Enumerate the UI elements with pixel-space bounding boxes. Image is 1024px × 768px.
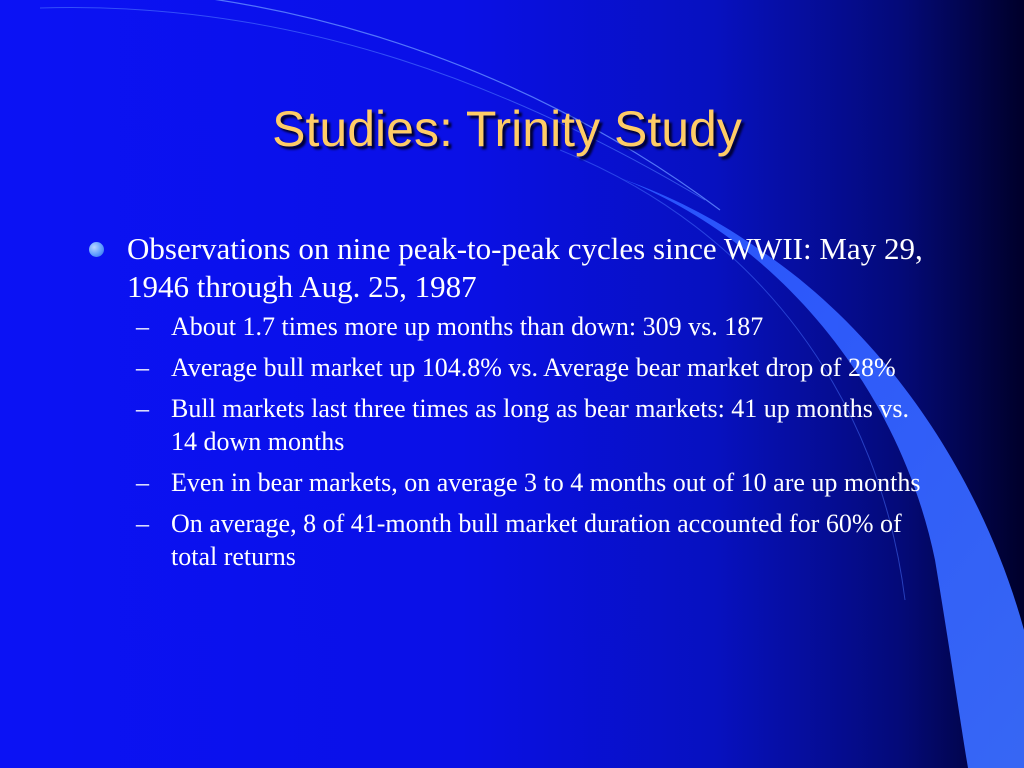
- subbullet-item: [86, 392, 926, 458]
- dash-icon: –: [136, 468, 149, 497]
- subbullet-item: [86, 466, 926, 499]
- subbullet-text: On average, 8 of 41-month bull market duration accounted for 60% of total returns: [171, 509, 902, 571]
- slide-content: [86, 230, 926, 581]
- main-bullet-text: Observations on nine peak-to-peak cycles since WWII: May 29, 1946 through Aug. 25, 1987: [127, 231, 923, 304]
- bullet-dot-icon: [89, 242, 104, 257]
- subbullet-item: [86, 507, 926, 573]
- subbullet-text: Even in bear markets, on average 3 to 4 months out of 10 are up months: [171, 468, 921, 497]
- dash-icon: –: [136, 509, 149, 538]
- subbullet-item: [86, 310, 926, 343]
- subbullet-item: [86, 351, 926, 384]
- dash-icon: –: [136, 394, 149, 423]
- main-bullet: [86, 230, 926, 306]
- subbullet-list: [86, 310, 926, 573]
- subbullet-text: About 1.7 times more up months than down: 309 vs. 187: [171, 312, 764, 341]
- dash-icon: –: [136, 312, 149, 341]
- dash-icon: –: [136, 353, 149, 382]
- subbullet-text: Bull markets last three times as long as bear markets: 41 up months vs. 14 down months: [171, 394, 909, 456]
- subbullet-text: Average bull market up 104.8% vs. Average bear market drop of 28%: [171, 353, 896, 382]
- slide-title: Studies: Trinity Study: [272, 101, 742, 157]
